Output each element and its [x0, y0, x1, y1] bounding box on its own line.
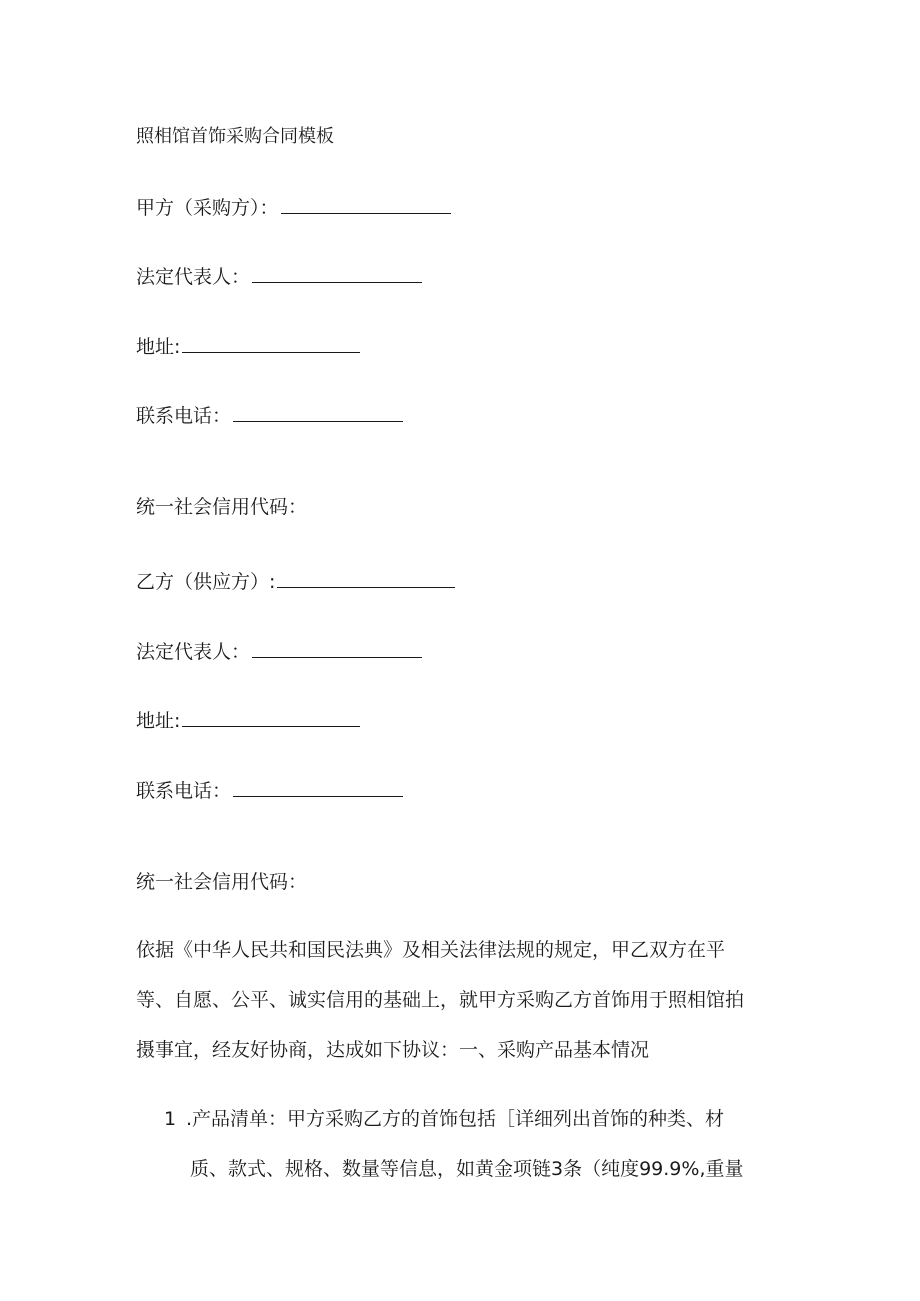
party-b-phone-blank	[233, 778, 403, 797]
preamble-line-2: 等、自愿、公平、诚实信用的基础上，就甲方采购乙方首饰用于照相馆拍	[136, 989, 745, 1011]
party-b-representative-label: 法定代表人：	[136, 641, 251, 663]
preamble-line-3: 摄事宜，经友好协商，达成如下协议：一、采购产品基本情况	[136, 1039, 650, 1061]
party-a-representative-label: 法定代表人：	[136, 266, 251, 288]
party-b-phone-row	[136, 778, 403, 803]
party-a-address-row	[136, 334, 360, 359]
party-a-name-blank	[281, 195, 451, 214]
party-a-phone-blank	[233, 403, 403, 422]
preamble-line-1: 依据《中华人民共和国民法典》及相关法律法规的规定，甲乙双方在平	[136, 939, 726, 961]
party-b-heading-row	[136, 569, 455, 594]
party-a-representative-blank	[252, 264, 422, 283]
party-a-credit-code: 统一社会信用代码：	[136, 496, 308, 518]
clause-1-number: 1	[164, 1108, 177, 1130]
party-b-credit-code: 统一社会信用代码：	[136, 871, 308, 893]
party-a-address-blank	[182, 334, 360, 353]
party-a-heading: 甲方（采购方）：	[136, 197, 279, 219]
party-a-phone-row	[136, 403, 403, 428]
clause-1-line-2: 质、款式、规格、数量等信息，如黄金项链3条（纯度99.9%,重量	[190, 1158, 744, 1180]
party-b-phone-label: 联系电话：	[136, 780, 232, 802]
party-b-heading: 乙方（供应方）:	[136, 571, 276, 593]
party-b-address-row	[136, 708, 360, 733]
party-b-address-label: 地址:	[136, 710, 181, 732]
document-title: 照相馆首饰采购合同模板	[136, 126, 334, 147]
party-a-address-label: 地址:	[136, 336, 181, 358]
party-b-representative-blank	[252, 639, 422, 658]
party-a-representative-row	[136, 264, 422, 289]
party-b-address-blank	[182, 708, 360, 727]
party-a-heading-row	[136, 195, 451, 220]
party-b-representative-row	[136, 639, 422, 664]
party-a-phone-label: 联系电话：	[136, 405, 232, 427]
clause-1-line-1: .产品清单：甲方采购乙方的首饰包括［详细列出首饰的种类、材	[186, 1108, 725, 1130]
party-b-name-blank	[277, 569, 455, 588]
